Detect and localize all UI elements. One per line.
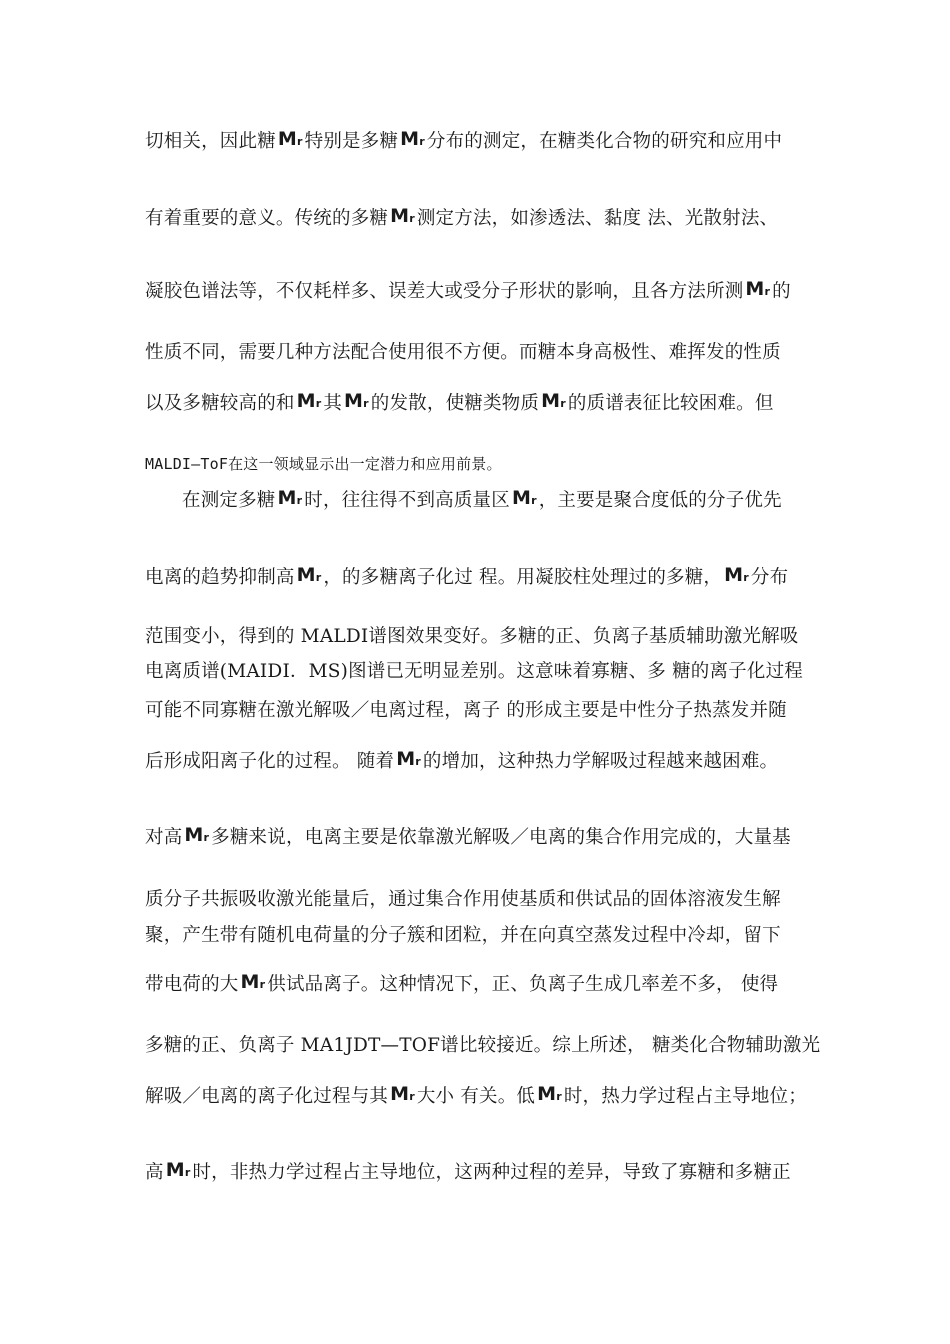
mr-symbol: Mr	[277, 487, 303, 509]
text-line-16	[145, 972, 825, 998]
text-segment: ，主要是聚合度低的分子优先	[538, 490, 782, 511]
text-line-18	[145, 1084, 825, 1110]
mr-symbol: Mr	[745, 278, 771, 300]
text-segment: 对高	[145, 827, 183, 848]
text-segment: 后形成阳离子化的过程。 随着	[145, 751, 395, 772]
mr-symbol: Mr	[296, 390, 322, 412]
mr-symbol: Mr	[344, 390, 369, 412]
text-segment: 多糖的正、负离子 MA1JDT—TOF谱比较接近。综上所述， 糖类化合物辅助激光	[145, 1035, 821, 1056]
text-segment: 时，非热力学过程占主导地位，这两种过程的差异，导致了寡糖和多糖正	[192, 1162, 791, 1183]
text-segment: 聚，产生带有随机电荷量的分子簇和团粒，并在向真空蒸发过程中冷却，留下	[145, 925, 781, 946]
text-segment: 高	[145, 1162, 164, 1183]
mr-symbol: Mr	[390, 205, 415, 227]
text-segment: 特别是多糖	[304, 131, 399, 152]
text-line-13	[145, 825, 825, 851]
text-segment: 性质不同，需要几种方法配合使用很不方便。而糖本身高极性、难挥发的性质	[145, 342, 781, 363]
text-segment: 电离质谱(MAIDI．MS)图谱已无明显差别。这意味着寡糖、多 糖的离子化过程	[145, 661, 803, 682]
text-segment: 分布	[750, 567, 789, 588]
text-segment: 解吸／电离的离子化过程与其	[145, 1086, 389, 1107]
text-segment: 以及多糖较高的和	[145, 393, 295, 414]
text-line-12	[145, 749, 825, 775]
text-segment: 电离的趋势抑制高	[145, 567, 295, 588]
text-segment: 时，往往得不到高质量区	[304, 490, 510, 511]
text-line-10	[145, 659, 825, 685]
text-line-14	[145, 887, 825, 913]
text-segment: 时，热力学过程占主导地位；	[563, 1086, 807, 1107]
text-line-19	[145, 1160, 825, 1186]
mr-symbol: Mr	[390, 1083, 415, 1105]
text-line-8	[145, 565, 825, 591]
mr-symbol: Mr	[541, 390, 566, 412]
text-segment: 的增加，这种热力学解吸过程越来越困难。	[422, 751, 779, 772]
text-line-2	[145, 206, 825, 232]
text-segment: 凝胶色谱法等，不仅耗样多、误差大或受分子形状的影响，且各方法所测	[145, 281, 744, 302]
text-line-11	[145, 698, 825, 724]
text-segment: MALDI—ToF在这一领域显示出一定潜力和应用前景。	[145, 455, 502, 473]
text-line-5	[145, 391, 825, 417]
text-segment: 供试品离子。这种情况下，正、负离子生成几率差不多， 使得	[267, 974, 779, 995]
text-segment: 在测定多糖	[182, 490, 276, 511]
text-line-15	[145, 923, 825, 949]
mr-symbol: Mr	[511, 487, 537, 509]
mr-symbol: Mr	[277, 128, 303, 150]
text-segment: 其	[323, 393, 343, 414]
text-segment: 质分子共振吸收激光能量后，通过集合作用使基质和供试品的固体溶液发生解	[145, 889, 781, 910]
text-segment: ，的多糖离子化过 程。用凝胶柱处理过的多糖，	[323, 567, 723, 588]
mr-symbol: Mr	[396, 748, 421, 770]
mr-symbol: Mr	[400, 128, 425, 150]
text-line-3	[145, 279, 825, 305]
text-segment: 带电荷的大	[145, 974, 239, 995]
text-line-17	[145, 1033, 825, 1059]
mr-symbol: Mr	[724, 564, 749, 586]
text-segment: 范围变小，得到的 MALDI谱图效果变好。多糖的正、负离子基质辅助激光解吸	[145, 626, 799, 647]
text-line-9	[145, 624, 825, 650]
text-line-7	[182, 488, 825, 514]
text-segment: 分布的测定，在糖类化合物的研究和应用中	[426, 131, 783, 152]
text-line-6	[145, 451, 825, 477]
text-segment: 多糖来说，电离主要是依靠激光解吸／电离的集合作用完成的，大量基	[211, 827, 791, 848]
text-segment: 大小 有关。低	[416, 1086, 536, 1107]
mr-symbol: Mr	[165, 1159, 191, 1181]
text-segment: 的发散，使糖类物质	[370, 393, 540, 414]
text-segment: 有着重要的意义。传统的多糖	[145, 208, 389, 229]
text-segment: 切相关，因此糖	[145, 131, 276, 152]
mr-symbol: Mr	[240, 971, 266, 993]
text-line-1	[145, 129, 825, 155]
text-segment: 可能不同寡糖在激光解吸／电离过程，离子 的形成主要是中性分子热蒸发并随	[145, 700, 787, 721]
text-segment: 测定方法，如渗透法、黏度 法、光散射法、	[416, 208, 779, 229]
text-segment: 的质谱表征比较困难。但	[567, 393, 774, 414]
mr-symbol: Mr	[537, 1083, 562, 1105]
text-line-4	[145, 340, 825, 366]
text-segment: 的	[772, 281, 791, 302]
mr-symbol: Mr	[184, 824, 210, 846]
mr-symbol: Mr	[296, 564, 322, 586]
